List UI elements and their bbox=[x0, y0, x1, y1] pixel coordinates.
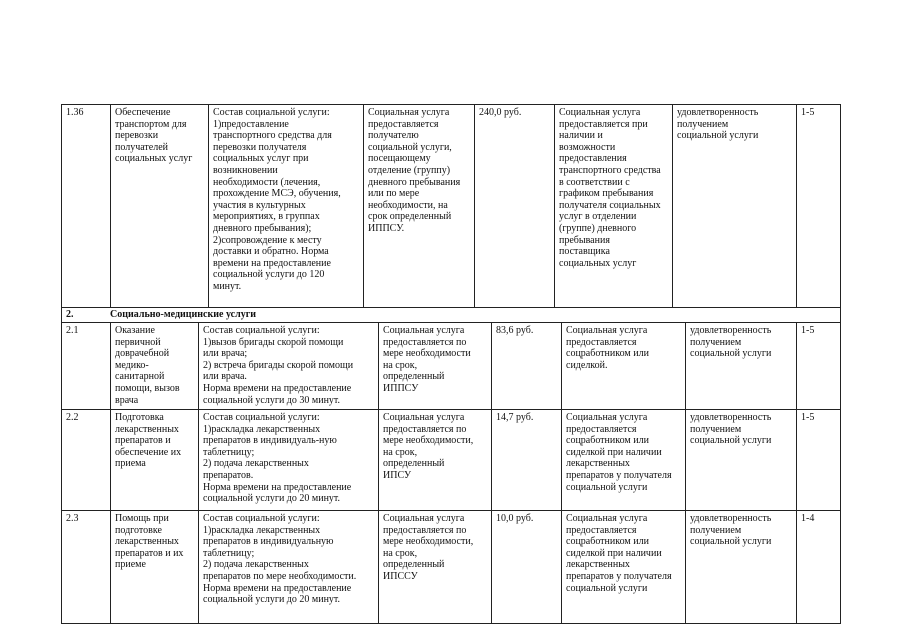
service-quality: удовлетворенность получением социальной услуги bbox=[685, 323, 796, 409]
service-terms: Социальная услуга предоставляется получателю социальной услуги, посещающему отделение (группу) дневного пребывания или по мере необходимости, на срок определенный ИППСУ. bbox=[363, 105, 474, 307]
service-grade: 1-5 bbox=[796, 323, 840, 409]
service-terms: Социальная услуга предоставляется по мере необходимости, на срок, определенный ИПССУ bbox=[378, 511, 491, 623]
section-header bbox=[61, 308, 841, 323]
service-number: 2.2 bbox=[66, 412, 79, 423]
table-row bbox=[61, 410, 841, 511]
service-grade: 1-5 bbox=[796, 105, 840, 307]
service-price: 83,6 руб. bbox=[491, 323, 561, 409]
service-content: Состав социальной услуги: 1)раскладка лекарственных препаратов в индивидуальную таблетницу; 2) подача лекарственных препаратов по мере необходимости. Норма времени на предоставление социальной услуги до 20 минут. bbox=[198, 511, 378, 623]
service-quality: удовлетворенность получением социальной услуги bbox=[685, 511, 796, 623]
service-quality: удовлетворенность получением социальной услуги bbox=[672, 105, 796, 307]
service-conditions: Социальная услуга предоставляется соцработником или сиделкой. bbox=[561, 323, 685, 409]
service-quality: удовлетворенность получением социальной услуги bbox=[685, 410, 796, 510]
service-grade: 1-5 bbox=[796, 410, 840, 510]
service-price: 240,0 руб. bbox=[474, 105, 554, 307]
service-content: Состав социальной услуги: 1)предоставление транспортного средства для перевозки получателя социальных услуг при возникновении необходимости (лечения, прохождение МСЭ, обучения, участия в культурных мероприятиях, в группах дневного пребывания); 2)сопровождение к месту доставки и обратно. Норма времени на предоставление социальной услуги до 120 минут. bbox=[208, 105, 363, 307]
services-table bbox=[61, 104, 841, 624]
table-row bbox=[61, 104, 841, 308]
service-number: 2.1 bbox=[66, 325, 79, 336]
service-name: Оказание первичной доврачебной медико- санитарной помощи, вызов врача bbox=[110, 323, 198, 409]
service-grade: 1-4 bbox=[796, 511, 840, 623]
table-row bbox=[61, 511, 841, 624]
service-terms: Социальная услуга предоставляется по мере необходимости на срок, определенный ИППСУ bbox=[378, 323, 491, 409]
service-content: Состав социальной услуги: 1)раскладка лекарственных препаратов в индивидуаль-ную таблетницу; 2) подача лекарственных препаратов. Норма времени на предоставление социальной услуги до 20 минут. bbox=[198, 410, 378, 510]
service-conditions: Социальная услуга предоставляется при наличии и возможности предоставления транспортного средства в соответствии с графиком пребывания получателя социальных услуг в отделении (группе) дневного пребывания поставщика социальных услуг bbox=[554, 105, 672, 307]
service-content: Состав социальной услуги: 1)вызов бригады скорой помощи или врача; 2) встреча бригады скорой помощи или врача. Норма времени на предоставление социальной услуги до 30 минут. bbox=[198, 323, 378, 409]
section-title: Социально-медицинские услуги bbox=[110, 309, 256, 320]
service-number: 2.3 bbox=[66, 513, 79, 524]
service-number: 1.36 bbox=[66, 107, 84, 118]
section-number: 2. bbox=[66, 309, 74, 320]
service-conditions: Социальная услуга предоставляется соцработником или сиделкой при наличии лекарственных препаратов у получателя социальной услуги bbox=[561, 511, 685, 623]
service-price: 14,7 руб. bbox=[491, 410, 561, 510]
service-name: Помощь при подготовке лекарственных препаратов и их приеме bbox=[110, 511, 198, 623]
service-name: Обеспечение транспортом для перевозки получателей социальных услуг bbox=[110, 105, 208, 307]
service-terms: Социальная услуга предоставляется по мере необходимости, на срок, определенный ИПСУ bbox=[378, 410, 491, 510]
service-price: 10,0 руб. bbox=[491, 511, 561, 623]
table-row bbox=[61, 323, 841, 410]
service-conditions: Социальная услуга предоставляется соцработником или сиделкой при наличии лекарственных препаратов у получателя социальной услуги bbox=[561, 410, 685, 510]
service-name: Подготовка лекарственных препаратов и обеспечение их приема bbox=[110, 410, 198, 510]
